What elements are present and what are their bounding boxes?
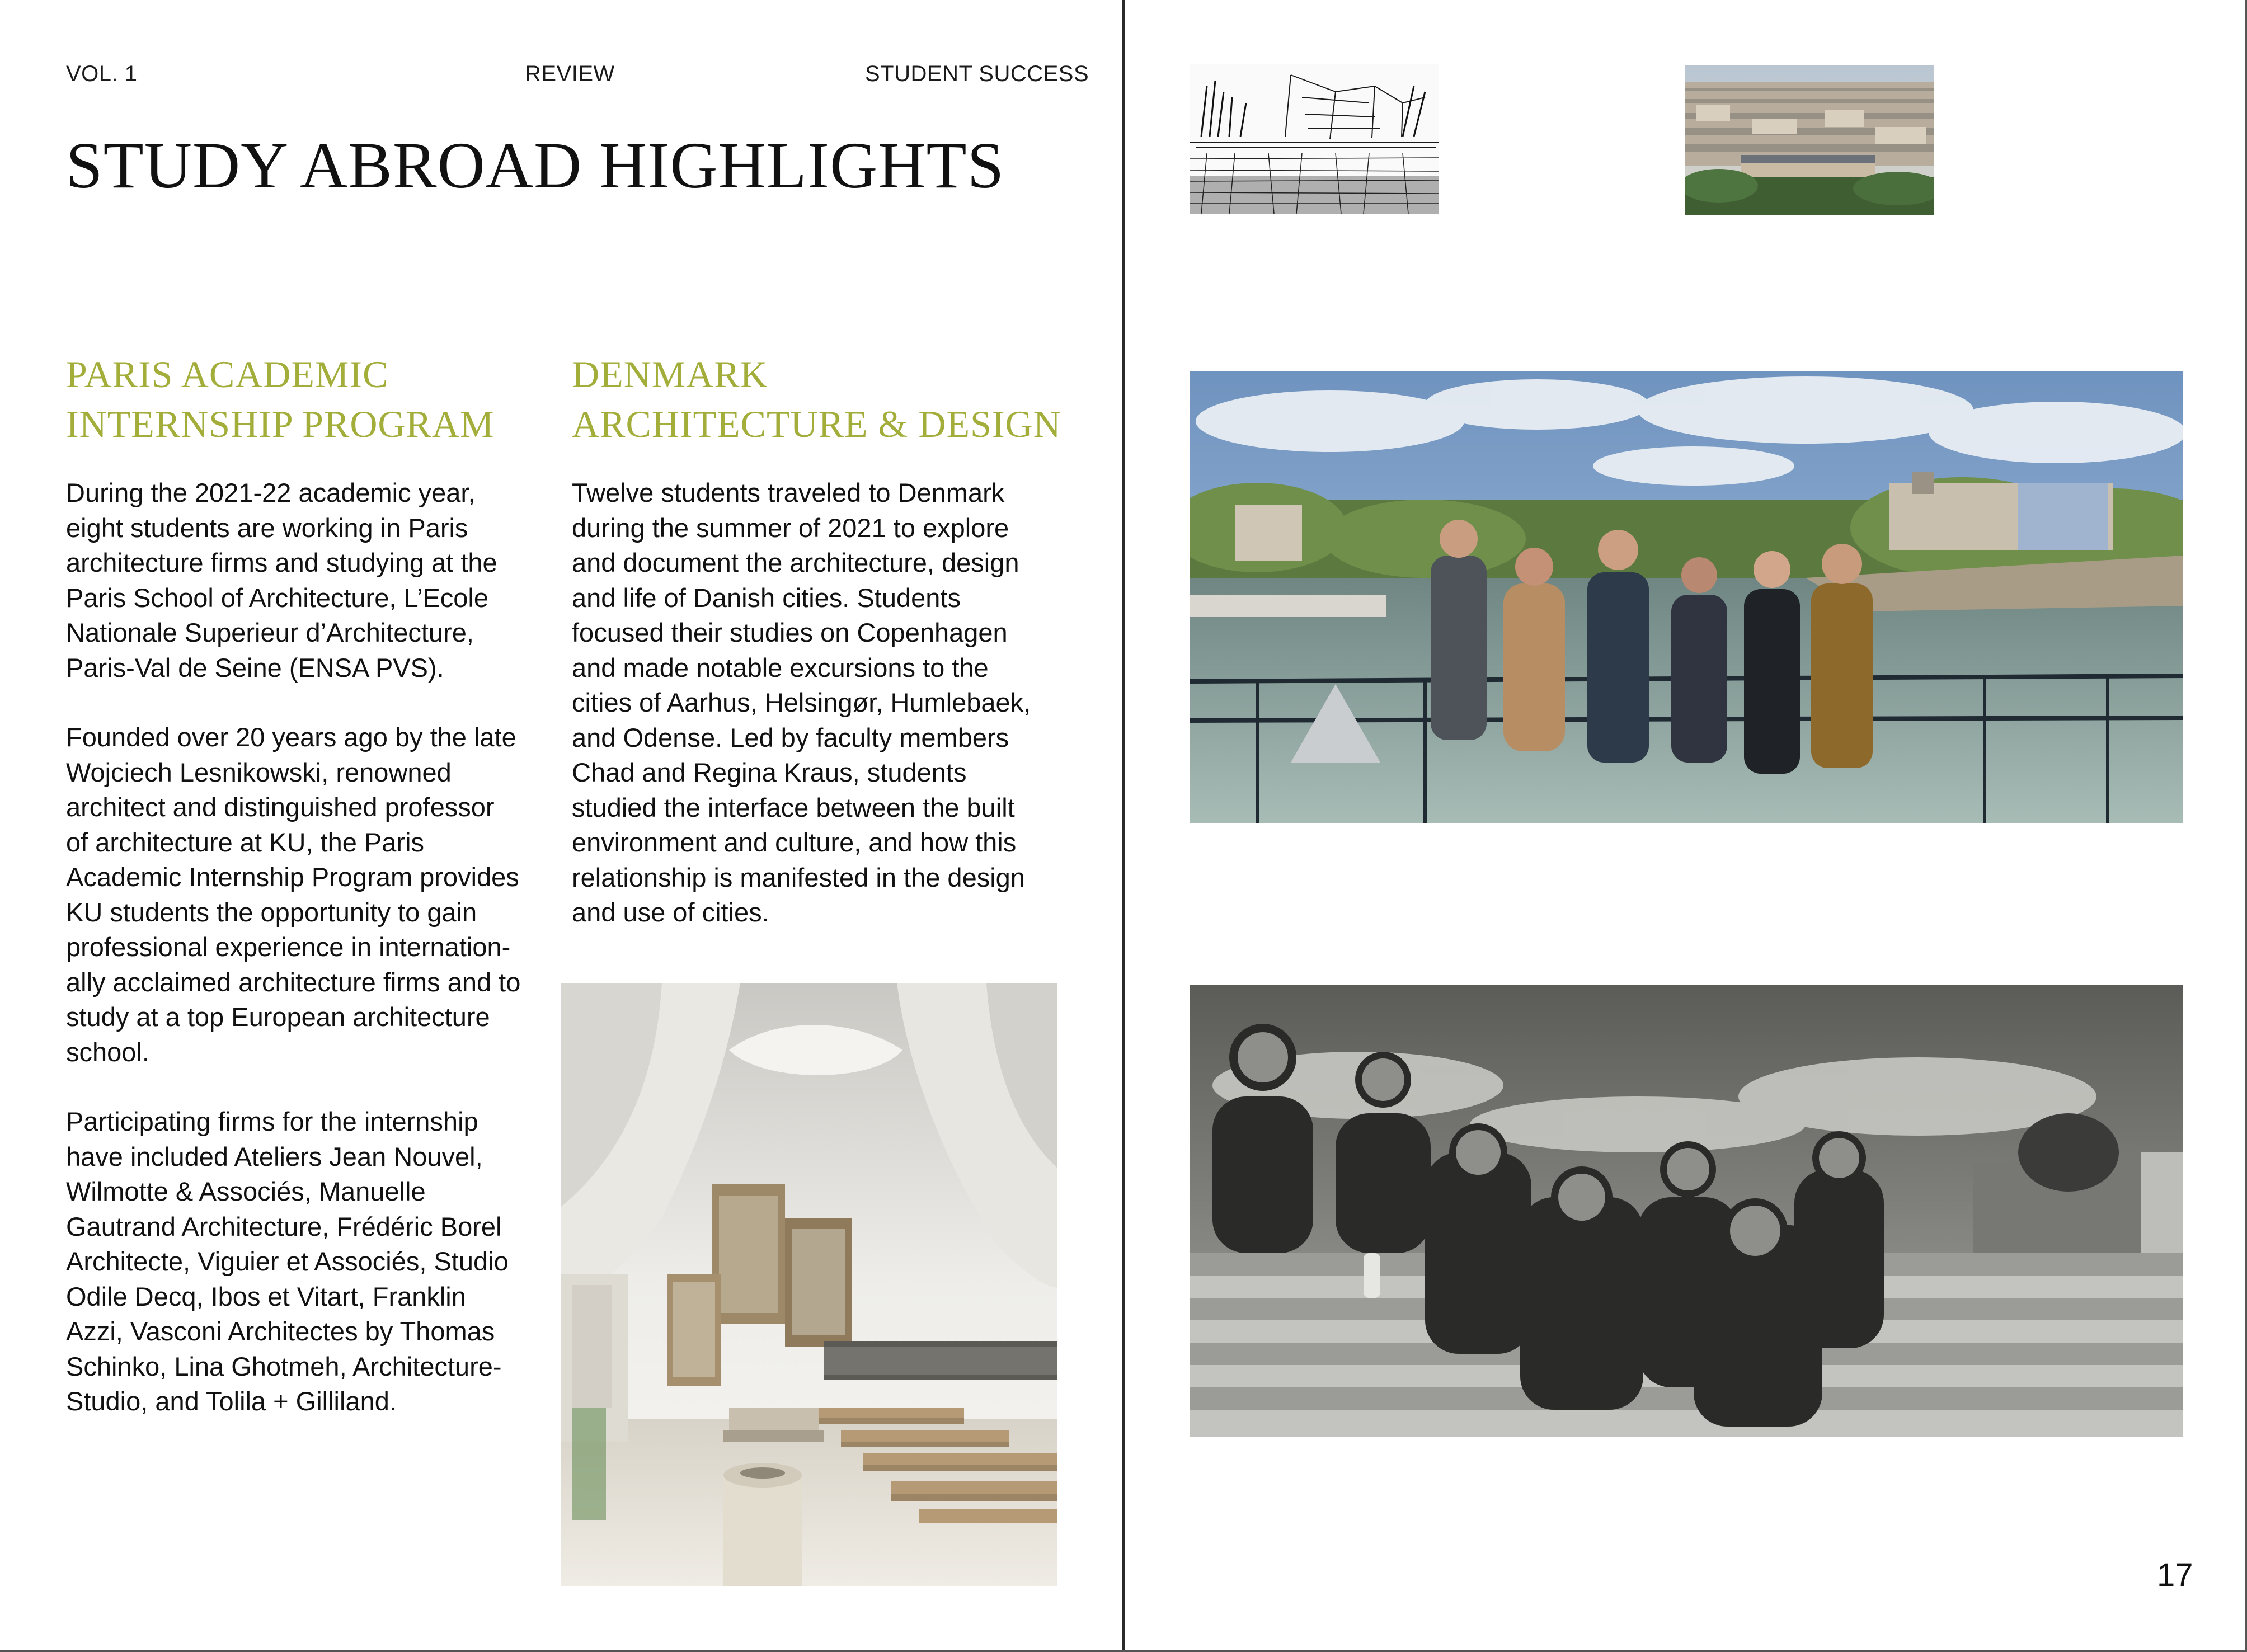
architecture-sketch [1190, 64, 1439, 214]
text-line: Schinko, Lina Ghotmeh, Architecture- [66, 1351, 502, 1381]
text-line: KU students the opportunity to gain [66, 897, 477, 927]
text-line: and made notable excursions to the [572, 652, 989, 683]
paris-rooftops-photo [1685, 65, 1934, 215]
text-line: cities of Aarhus, Helsingør, Humlebaek, [572, 688, 1031, 717]
text-line: architect and distinguished professor [66, 792, 495, 822]
section-label: REVIEW [525, 62, 615, 86]
paris-paragraph-1 [66, 476, 558, 685]
text-line: Wilmotte & Associés, Manuelle [66, 1176, 426, 1206]
text-line: and Odense. Led by faculty members [572, 722, 1009, 752]
right-page [1125, 0, 2247, 1652]
text-line: Paris School of Architecture, L’Ecole [66, 582, 489, 613]
text-line: Nationale Superieur d’Architecture, [66, 618, 474, 647]
denmark-heading-line1: DENMARK [572, 353, 768, 396]
text-line: focused their studies on Copenhagen [572, 618, 1008, 647]
denmark-heading-line2: ARCHITECTURE & DESIGN [572, 403, 1061, 445]
page-number: 17 [2157, 1557, 2193, 1593]
text-line: relationship is manifested in the design [572, 862, 1025, 892]
text-line: Odile Decq, Ibos et Vitart, Franklin [66, 1281, 466, 1311]
text-line: and document the architecture, design [572, 548, 1019, 577]
text-line: studied the interface between the built [572, 792, 1015, 822]
students-bridge-photo [1190, 371, 2183, 823]
text-line: of architecture at KU, the Paris [66, 827, 425, 857]
students-steps-photo [1190, 985, 2183, 1437]
text-line: Paris-Val de Seine (ENSA PVS). [66, 652, 444, 683]
text-line: Twelve students traveled to Denmark [572, 478, 1005, 507]
paris-heading-line1: PARIS ACADEMIC [66, 353, 389, 396]
text-line: have included Ateliers Jean Nouvel, [66, 1141, 483, 1171]
denmark-paragraph-1 [572, 476, 1075, 930]
text-line: Founded over 20 years ago by the late [66, 722, 516, 752]
paris-heading [66, 350, 494, 449]
text-line: school. [66, 1037, 149, 1067]
text-line: architecture firms and studying at the [66, 548, 497, 577]
text-line: Studio, and Tolila + Gilliland. [66, 1386, 397, 1416]
text-line: during the summer of 2021 to explore [572, 512, 1009, 543]
text-line: Participating firms for the internship [66, 1107, 478, 1136]
text-line: Wojciech Lesnikowski, renowned [66, 757, 452, 787]
text-line: Azzi, Vasconi Architectes by Thomas [66, 1316, 495, 1346]
paris-paragraph-3 [66, 1104, 558, 1419]
paris-heading-line2: INTERNSHIP PROGRAM [66, 403, 495, 445]
text-line: eight students are working in Paris [66, 512, 468, 543]
text-line: and use of cities. [572, 897, 769, 927]
text-line: professional experience in internation- [66, 932, 511, 962]
text-line: Academic Internship Program provides [66, 862, 519, 892]
left-page [0, 0, 1122, 1652]
text-line: ally acclaimed architecture firms and to [66, 967, 521, 997]
text-line: Chad and Regina Kraus, students [572, 757, 967, 787]
denmark-body [572, 476, 1075, 965]
page-title: STUDY ABROAD HIGHLIGHTS [66, 129, 1005, 202]
denmark-heading [572, 350, 1061, 449]
text-line: Architecte, Viguier et Associés, Studio [66, 1246, 509, 1276]
text-line: study at a top European architecture [66, 1002, 490, 1032]
text-line: and life of Danish cities. Students [572, 582, 961, 613]
church-interior-photo [561, 983, 1057, 1586]
paris-paragraph-2 [66, 720, 558, 1070]
volume-label: VOL. 1 [66, 62, 138, 86]
category-label: STUDENT SUCCESS [865, 62, 1089, 86]
text-line: Gautrand Architecture, Frédéric Borel [66, 1211, 502, 1241]
text-line: During the 2021-22 academic year, [66, 478, 476, 507]
paris-body [66, 476, 558, 1454]
text-line: environment and culture, and how this [572, 827, 1017, 857]
